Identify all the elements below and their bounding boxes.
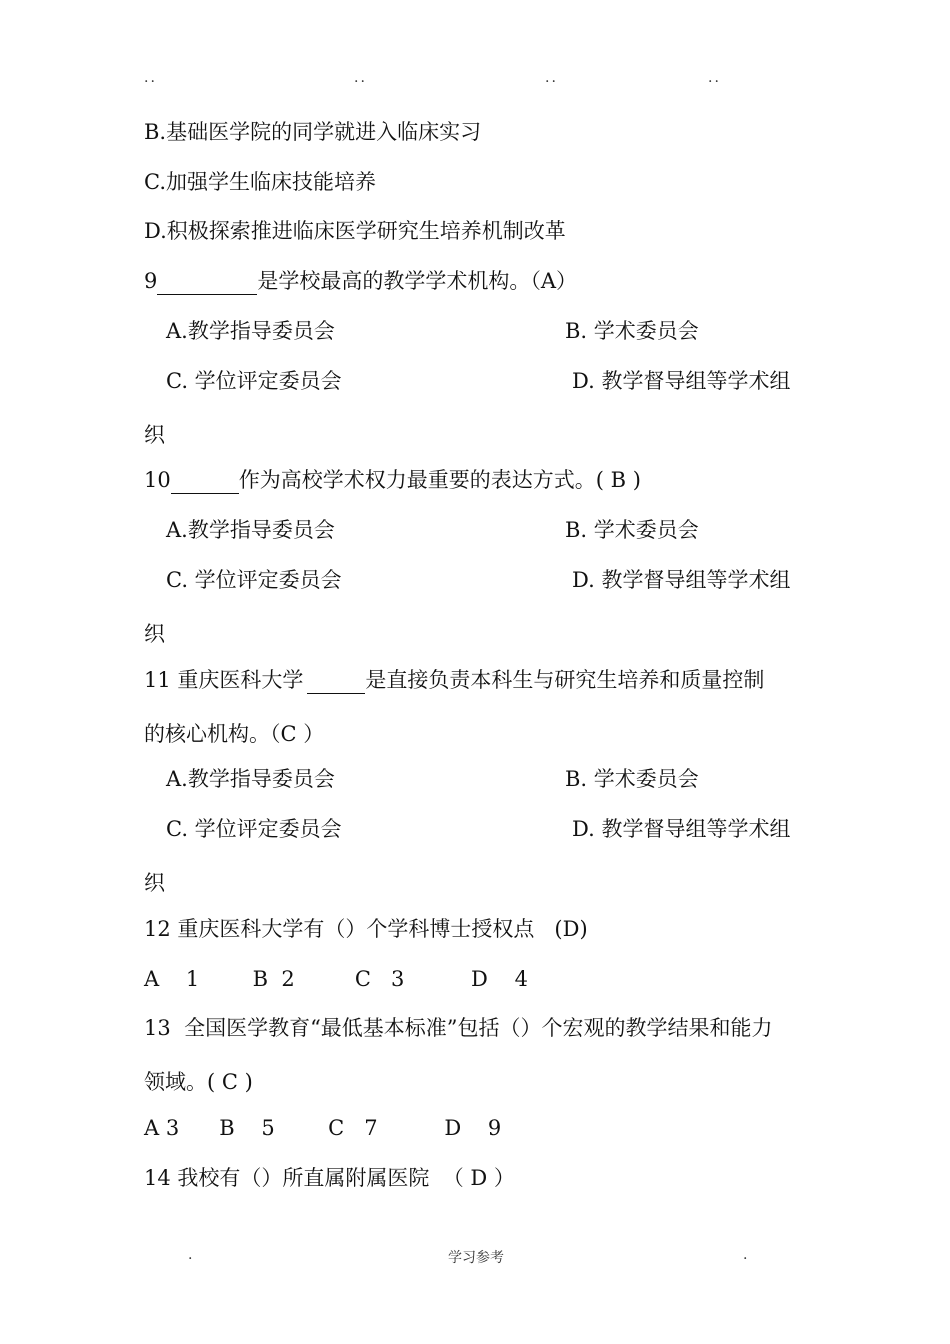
footer-title: 学习参考 — [448, 1250, 504, 1266]
q9-option-a: A.教学指导委员会 — [166, 319, 335, 343]
q9-option-c: C. 学位评定委员会 — [166, 369, 342, 393]
header-dots-4: .. — [708, 70, 721, 86]
q11-option-c: C. 学位评定委员会 — [166, 817, 342, 841]
q10-number: 10 — [144, 468, 171, 492]
q9-option-b: B. 学术委员会 — [565, 319, 699, 343]
q13-options: A 3 B 5 C 7 D 9 — [144, 1116, 502, 1140]
q10-option-d-cont: 织 — [144, 622, 165, 646]
question-11-cont: 的核心机构。（C ） — [144, 722, 325, 746]
q10-option-d: D. 教学督导组等学术组 — [572, 568, 791, 592]
q10-option-c: C. 学位评定委员会 — [166, 568, 342, 592]
q11-option-b: B. 学术委员会 — [565, 767, 699, 791]
q9-option-d: D. 教学督导组等学术组 — [572, 369, 791, 393]
question-12: 12 重庆医科大学有（）个学科博士授权点 (D) — [144, 917, 588, 941]
q9-blank — [157, 268, 257, 295]
q11-blank — [307, 667, 365, 694]
q9-number: 9 — [144, 269, 158, 293]
q11-option-d-cont: 织 — [144, 871, 165, 895]
question-10 — [144, 466, 641, 494]
q10-blank — [171, 467, 239, 494]
q11-option-a: A.教学指导委员会 — [166, 767, 335, 791]
question-13-cont: 领域。( C ) — [144, 1070, 253, 1094]
q8-option-c: C.加强学生临床技能培养 — [144, 170, 376, 194]
q12-options: A 1 B 2 C 3 D 4 — [144, 967, 528, 991]
q11-number: 11 重庆医科大学 — [144, 668, 304, 692]
header-dots-1: .. — [144, 70, 157, 86]
q10-text: 作为高校学术权力最重要的表达方式。( B ) — [238, 468, 641, 492]
q11-text: 是直接负责本科生与研究生培养和质量控制 — [365, 668, 765, 692]
q11-option-d: D. 教学督导组等学术组 — [572, 817, 791, 841]
q10-option-a: A.教学指导委员会 — [166, 518, 335, 542]
q8-option-d: D.积极探索推进临床医学研究生培养机制改革 — [144, 219, 566, 243]
question-9 — [144, 267, 577, 295]
question-11 — [144, 666, 764, 694]
question-13: 13 全国医学教育“最低基本标准”包括（）个宏观的教学结果和能力 — [144, 1016, 773, 1040]
footer-right-dot: . — [743, 1247, 748, 1263]
q10-option-b: B. 学术委员会 — [565, 518, 699, 542]
footer-left-dot: . — [188, 1247, 193, 1263]
q9-option-d-cont: 织 — [144, 423, 165, 447]
question-14: 14 我校有（）所直属附属医院 （ D ） — [144, 1166, 515, 1190]
header-dots-2: .. — [354, 70, 367, 86]
header-dots-3: .. — [545, 70, 558, 86]
q8-option-b: B.基础医学院的同学就进入临床实习 — [144, 120, 482, 144]
q9-text: 是学校最高的教学学术机构。（A） — [257, 269, 578, 293]
